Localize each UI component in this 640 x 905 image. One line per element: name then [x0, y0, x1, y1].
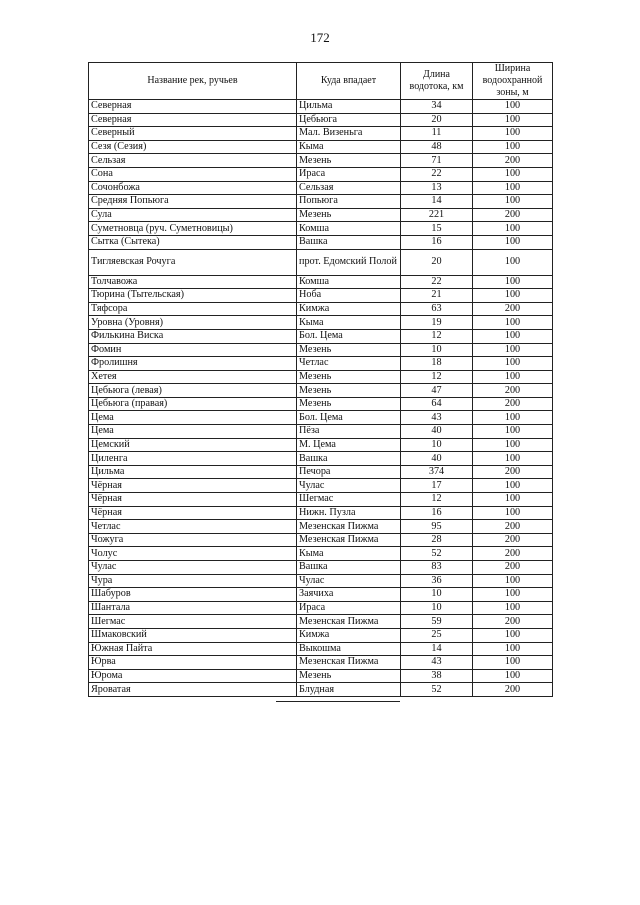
cell-protection-width: 200 — [473, 533, 553, 547]
cell-mouth: Комша — [297, 222, 401, 236]
table-body — [89, 100, 553, 697]
cell-mouth: Вашка — [297, 452, 401, 466]
cell-length: 16 — [401, 506, 473, 520]
header-river-name: Название рек, ручьев — [89, 63, 297, 100]
table-row — [89, 601, 553, 615]
table-row — [89, 438, 553, 452]
cell-river-name: Шмаковский — [89, 628, 297, 642]
cell-mouth: Мезень — [297, 154, 401, 168]
table-row — [89, 547, 553, 561]
cell-mouth: Мезень — [297, 343, 401, 357]
cell-river-name: Северная — [89, 100, 297, 114]
cell-river-name: Северная — [89, 113, 297, 127]
cell-river-name: Юрома — [89, 669, 297, 683]
table-row — [89, 465, 553, 479]
page-number: 172 — [310, 30, 330, 45]
cell-protection-width: 100 — [473, 506, 553, 520]
rivers-table — [88, 62, 553, 697]
cell-length: 25 — [401, 628, 473, 642]
cell-protection-width: 100 — [473, 235, 553, 249]
table-row — [89, 316, 553, 330]
cell-river-name: Сытка (Сытека) — [89, 235, 297, 249]
table-row — [89, 397, 553, 411]
cell-river-name: Фролишня — [89, 357, 297, 371]
table-row — [89, 357, 553, 371]
cell-protection-width: 200 — [473, 520, 553, 534]
cell-protection-width: 200 — [473, 397, 553, 411]
cell-mouth: Мезенская Пижма — [297, 615, 401, 629]
cell-protection-width: 100 — [473, 275, 553, 289]
cell-length: 36 — [401, 574, 473, 588]
cell-length: 43 — [401, 656, 473, 670]
cell-length: 18 — [401, 357, 473, 371]
cell-protection-width: 100 — [473, 195, 553, 209]
cell-mouth: Мезень — [297, 669, 401, 683]
table-row — [89, 370, 553, 384]
cell-river-name: Шабуров — [89, 588, 297, 602]
cell-mouth: Кимжа — [297, 302, 401, 316]
cell-length: 10 — [401, 343, 473, 357]
cell-river-name: Циленга — [89, 452, 297, 466]
cell-length: 40 — [401, 452, 473, 466]
cell-length: 71 — [401, 154, 473, 168]
cell-length: 14 — [401, 642, 473, 656]
cell-river-name: Сочонбожа — [89, 181, 297, 195]
cell-river-name: Тигляевская Рочуга — [89, 249, 297, 275]
cell-length: 83 — [401, 561, 473, 575]
cell-mouth: Цильма — [297, 100, 401, 114]
table-row — [89, 208, 553, 222]
cell-protection-width: 100 — [473, 425, 553, 439]
cell-protection-width: 100 — [473, 656, 553, 670]
table-row — [89, 642, 553, 656]
table-row — [89, 100, 553, 114]
cell-length: 12 — [401, 370, 473, 384]
cell-protection-width: 100 — [473, 222, 553, 236]
cell-mouth: Четлас — [297, 357, 401, 371]
table-row — [89, 411, 553, 425]
cell-protection-width: 100 — [473, 289, 553, 303]
table-row — [89, 493, 553, 507]
cell-mouth: Бол. Цема — [297, 411, 401, 425]
cell-protection-width: 200 — [473, 154, 553, 168]
header-protection-width: Ширина водоохранной зоны, м — [473, 63, 553, 100]
table-row — [89, 574, 553, 588]
cell-river-name: Сельзая — [89, 154, 297, 168]
cell-length: 43 — [401, 411, 473, 425]
cell-river-name: Филькина Виска — [89, 329, 297, 343]
cell-mouth: Чулас — [297, 479, 401, 493]
table-row — [89, 289, 553, 303]
cell-protection-width: 200 — [473, 208, 553, 222]
cell-protection-width: 100 — [473, 329, 553, 343]
cell-length: 21 — [401, 289, 473, 303]
table-row — [89, 302, 553, 316]
cell-length: 374 — [401, 465, 473, 479]
cell-protection-width: 100 — [473, 249, 553, 275]
cell-mouth: Нижн. Пузла — [297, 506, 401, 520]
cell-length: 64 — [401, 397, 473, 411]
cell-river-name: Яроватая — [89, 683, 297, 697]
header-mouth: Куда впадает — [297, 63, 401, 100]
cell-protection-width: 100 — [473, 438, 553, 452]
cell-length: 22 — [401, 167, 473, 181]
table-row — [89, 520, 553, 534]
cell-length: 10 — [401, 438, 473, 452]
cell-mouth: Попьюга — [297, 195, 401, 209]
cell-protection-width: 100 — [473, 316, 553, 330]
table-row — [89, 561, 553, 575]
cell-mouth: Кыма — [297, 547, 401, 561]
cell-protection-width: 100 — [473, 669, 553, 683]
cell-river-name: Толчавожа — [89, 275, 297, 289]
table-row — [89, 479, 553, 493]
cell-river-name: Цильма — [89, 465, 297, 479]
cell-length: 47 — [401, 384, 473, 398]
cell-mouth: Ираса — [297, 601, 401, 615]
table-row — [89, 588, 553, 602]
table-row — [89, 615, 553, 629]
cell-protection-width: 100 — [473, 343, 553, 357]
cell-river-name: Шегмас — [89, 615, 297, 629]
cell-protection-width: 100 — [473, 588, 553, 602]
cell-river-name: Средняя Попьюга — [89, 195, 297, 209]
cell-river-name: Четлас — [89, 520, 297, 534]
cell-length: 13 — [401, 181, 473, 195]
cell-length: 12 — [401, 493, 473, 507]
cell-mouth: Кыма — [297, 316, 401, 330]
table-header-row — [89, 63, 553, 100]
cell-protection-width: 200 — [473, 302, 553, 316]
cell-river-name: Тяфсора — [89, 302, 297, 316]
cell-protection-width: 100 — [473, 493, 553, 507]
cell-length: 20 — [401, 249, 473, 275]
cell-protection-width: 100 — [473, 140, 553, 154]
cell-mouth: Ноба — [297, 289, 401, 303]
cell-mouth: Мезенская Пижма — [297, 520, 401, 534]
table-row — [89, 195, 553, 209]
cell-protection-width: 100 — [473, 357, 553, 371]
cell-protection-width: 100 — [473, 181, 553, 195]
cell-river-name: Цемский — [89, 438, 297, 452]
table-row — [89, 222, 553, 236]
cell-protection-width: 100 — [473, 167, 553, 181]
cell-mouth: Кыма — [297, 140, 401, 154]
cell-length: 15 — [401, 222, 473, 236]
cell-length: 19 — [401, 316, 473, 330]
cell-length: 48 — [401, 140, 473, 154]
cell-protection-width: 100 — [473, 370, 553, 384]
cell-length: 52 — [401, 547, 473, 561]
table-row — [89, 167, 553, 181]
cell-length: 17 — [401, 479, 473, 493]
cell-mouth: Вашка — [297, 235, 401, 249]
cell-protection-width: 100 — [473, 411, 553, 425]
cell-river-name: Юрва — [89, 656, 297, 670]
cell-protection-width: 100 — [473, 628, 553, 642]
cell-protection-width: 100 — [473, 113, 553, 127]
cell-river-name: Уровна (Уровня) — [89, 316, 297, 330]
cell-protection-width: 100 — [473, 601, 553, 615]
cell-river-name: Фомин — [89, 343, 297, 357]
cell-protection-width: 100 — [473, 479, 553, 493]
cell-mouth: М. Цема — [297, 438, 401, 452]
cell-mouth: Мезенская Пижма — [297, 656, 401, 670]
cell-mouth: Шегмас — [297, 493, 401, 507]
cell-river-name: Чожуга — [89, 533, 297, 547]
cell-river-name: Чулас — [89, 561, 297, 575]
cell-mouth: Чулас — [297, 574, 401, 588]
table-row — [89, 140, 553, 154]
cell-river-name: Хетея — [89, 370, 297, 384]
table-row — [89, 181, 553, 195]
cell-length: 38 — [401, 669, 473, 683]
table-row — [89, 113, 553, 127]
cell-length: 221 — [401, 208, 473, 222]
cell-length: 10 — [401, 588, 473, 602]
table-row — [89, 533, 553, 547]
table-row — [89, 384, 553, 398]
table-row — [89, 669, 553, 683]
cell-protection-width: 200 — [473, 615, 553, 629]
cell-length: 59 — [401, 615, 473, 629]
cell-length: 14 — [401, 195, 473, 209]
table-row — [89, 452, 553, 466]
cell-mouth: Пёза — [297, 425, 401, 439]
cell-mouth: Сельзая — [297, 181, 401, 195]
cell-protection-width: 200 — [473, 561, 553, 575]
cell-river-name: Суметновца (руч. Суметновицы) — [89, 222, 297, 236]
table-row — [89, 656, 553, 670]
table-row — [89, 343, 553, 357]
cell-river-name: Цема — [89, 425, 297, 439]
cell-length: 95 — [401, 520, 473, 534]
cell-mouth: Печора — [297, 465, 401, 479]
cell-river-name: Чура — [89, 574, 297, 588]
table-row — [89, 154, 553, 168]
cell-mouth: Заячиха — [297, 588, 401, 602]
cell-mouth: Цебьюга — [297, 113, 401, 127]
cell-river-name: Чёрная — [89, 479, 297, 493]
cell-length: 10 — [401, 601, 473, 615]
cell-length: 20 — [401, 113, 473, 127]
cell-length: 63 — [401, 302, 473, 316]
cell-river-name: Чёрная — [89, 506, 297, 520]
cell-river-name: Сезя (Сезия) — [89, 140, 297, 154]
cell-river-name: Чолус — [89, 547, 297, 561]
cell-river-name: Сона — [89, 167, 297, 181]
cell-mouth: Комша — [297, 275, 401, 289]
cell-mouth: Вашка — [297, 561, 401, 575]
cell-protection-width: 200 — [473, 683, 553, 697]
cell-length: 34 — [401, 100, 473, 114]
cell-length: 28 — [401, 533, 473, 547]
cell-protection-width: 200 — [473, 547, 553, 561]
table-row — [89, 329, 553, 343]
cell-mouth: Ираса — [297, 167, 401, 181]
cell-length: 11 — [401, 127, 473, 141]
cell-protection-width: 200 — [473, 384, 553, 398]
cell-mouth: Выкошма — [297, 642, 401, 656]
header-length: Длина водотока, км — [401, 63, 473, 100]
table-row — [89, 506, 553, 520]
end-rule — [276, 701, 400, 702]
cell-length: 16 — [401, 235, 473, 249]
cell-mouth: прот. Едомский Полой — [297, 249, 401, 275]
cell-mouth: Мал. Визеньга — [297, 127, 401, 141]
cell-protection-width: 100 — [473, 574, 553, 588]
cell-length: 12 — [401, 329, 473, 343]
table-row — [89, 127, 553, 141]
cell-river-name: Цебьюга (левая) — [89, 384, 297, 398]
cell-mouth: Мезень — [297, 208, 401, 222]
cell-protection-width: 200 — [473, 465, 553, 479]
cell-river-name: Сула — [89, 208, 297, 222]
cell-protection-width: 100 — [473, 100, 553, 114]
cell-length: 40 — [401, 425, 473, 439]
cell-river-name: Цема — [89, 411, 297, 425]
table-row — [89, 683, 553, 697]
cell-mouth: Блудная — [297, 683, 401, 697]
cell-river-name: Цебьюга (правая) — [89, 397, 297, 411]
cell-mouth: Мезенская Пижма — [297, 533, 401, 547]
cell-river-name: Тюрина (Тытельская) — [89, 289, 297, 303]
cell-river-name: Чёрная — [89, 493, 297, 507]
cell-river-name: Шантала — [89, 601, 297, 615]
cell-protection-width: 100 — [473, 642, 553, 656]
cell-length: 52 — [401, 683, 473, 697]
table-row — [89, 235, 553, 249]
table-row — [89, 425, 553, 439]
cell-mouth: Мезень — [297, 384, 401, 398]
table-row — [89, 275, 553, 289]
cell-protection-width: 100 — [473, 452, 553, 466]
table-row — [89, 628, 553, 642]
table-row — [89, 249, 553, 275]
cell-river-name: Северный — [89, 127, 297, 141]
cell-river-name: Южная Пайта — [89, 642, 297, 656]
cell-mouth: Бол. Цема — [297, 329, 401, 343]
cell-protection-width: 100 — [473, 127, 553, 141]
cell-mouth: Мезень — [297, 397, 401, 411]
cell-mouth: Мезень — [297, 370, 401, 384]
cell-mouth: Кимжа — [297, 628, 401, 642]
cell-length: 22 — [401, 275, 473, 289]
